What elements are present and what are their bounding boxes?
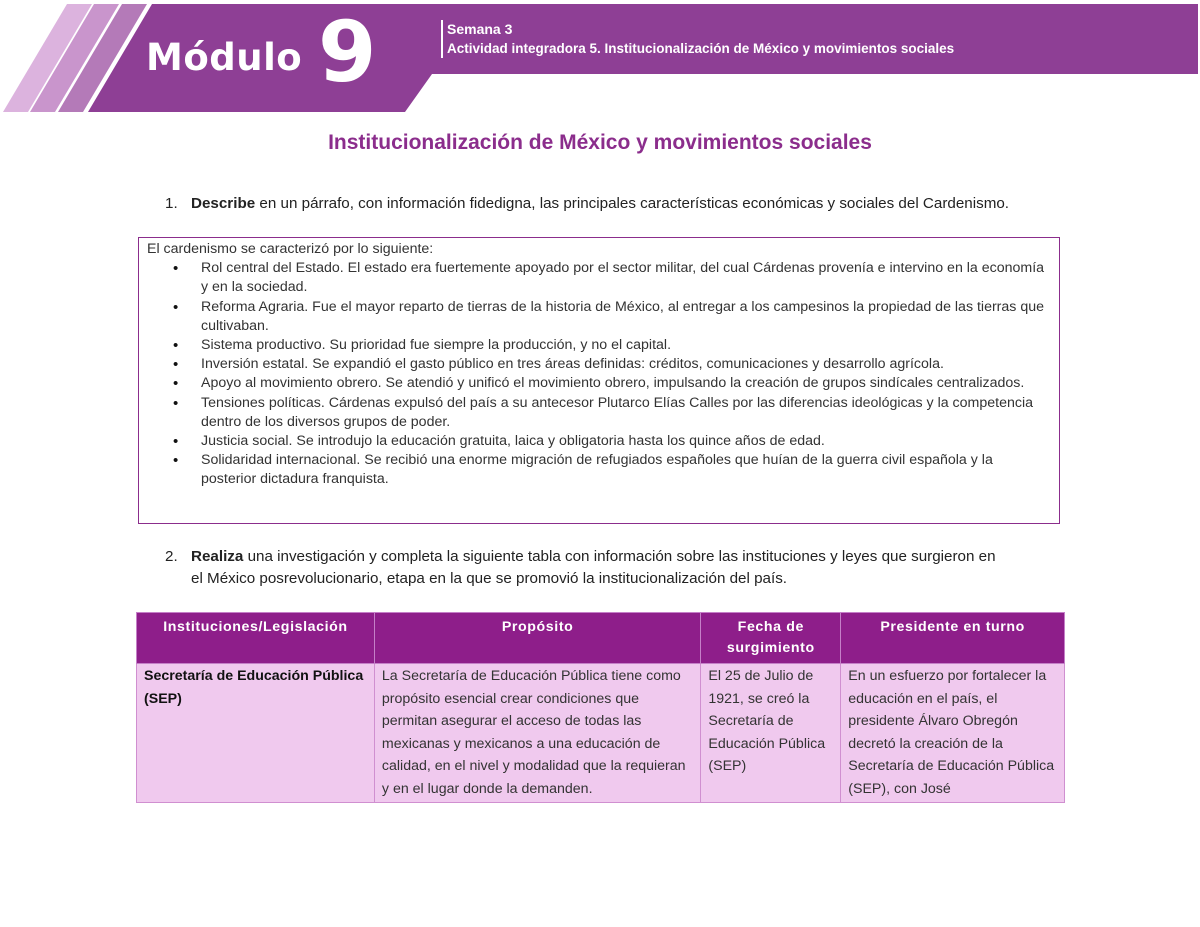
table-header-row <box>137 613 1065 664</box>
header-banner <box>0 0 1200 116</box>
module-number: 9 <box>318 3 377 101</box>
list-item: • Solidaridad internacional. Se recibió una enorme migración de refugiados españoles que huían de la guerra civil española y la posterior dictadura franquista. <box>201 451 1051 489</box>
cell-president: En un esfuerzo por fortalecer la educación en el país, el presidente Álvaro Obregón decretó la creación de la Secretaría de Educación Pública (SEP), con José <box>841 664 1065 803</box>
module-word: Módulo <box>146 36 303 79</box>
question-number: 2. <box>165 548 178 565</box>
cell-purpose: La Secretaría de Educación Pública tiene como propósito esencial crear condiciones que permitan asegurar el acceso de todas las mexicanas y mexicanos a una educación de calidad, en el nivel y modalidad que la requieran y en el lugar donde la demanden. <box>374 664 700 803</box>
cell-date: El 25 de Julio de 1921, se creó la Secretaría de Educación Pública (SEP) <box>701 664 841 803</box>
question-2 <box>165 546 1085 590</box>
column-header-date: Fecha de surgimiento <box>701 613 841 664</box>
header-info <box>441 20 954 58</box>
list-item: • Inversión estatal. Se expandió el gasto público en tres áreas definidas: créditos, comunicaciones y desarrollo agrícola. <box>201 355 1051 374</box>
column-header-president: Presidente en turno <box>841 613 1065 664</box>
list-item: • Rol central del Estado. El estado era fuertemente apoyado por el sector militar, del cual Cárdenas provenía e intervino en la economía y en la sociedad. <box>201 259 1051 297</box>
week-label: Semana 3 <box>447 21 513 37</box>
activity-label: Actividad integradora 5. Institucionalización de México y movimientos sociales <box>447 41 955 56</box>
question-1 <box>165 193 1009 215</box>
answer-intro: El cardenismo se caracterizó por lo siguiente: <box>147 241 434 257</box>
column-header-institutions: Instituciones/Legislación <box>137 613 375 664</box>
institutions-table <box>136 612 1065 803</box>
list-item: • Sistema productivo. Su prioridad fue siempre la producción, y no el capital. <box>201 336 1051 355</box>
question-text: una investigación y completa la siguiente tabla con información sobre las instituciones y leyes que surgieron en <box>243 548 996 565</box>
column-header-purpose: Propósito <box>374 613 700 664</box>
answer-list <box>147 259 1051 489</box>
table-row <box>137 664 1065 803</box>
list-item: • Justicia social. Se introdujo la educación gratuita, laica y obligatoria hasta los quince años de edad. <box>201 432 1051 451</box>
question-number: 1. <box>165 195 178 212</box>
question-text: en un párrafo, con información fidedigna, las principales características económicas y sociales del Cardenismo. <box>255 195 1010 212</box>
page-title: Institucionalización de México y movimientos sociales <box>328 131 872 154</box>
question-verb: Describe <box>191 195 256 212</box>
list-item: • Reforma Agraria. Fue el mayor reparto de tierras de la historia de México, al entregar a los campesinos la propiedad de las tierras que cultivaban. <box>201 298 1051 336</box>
answer-box <box>138 237 1060 524</box>
cell-institution: Secretaría de Educación Pública (SEP) <box>137 664 375 803</box>
list-item: • Tensiones políticas. Cárdenas expulsó del país a su antecesor Plutarco Elías Calles por las diferencias ideológicas y la competencia dentro de los diversos grupos de poder. <box>201 394 1051 432</box>
list-item: • Apoyo al movimiento obrero. Se atendió y unificó el movimiento obrero, impulsando la creación de grupos sindícales centralizados. <box>201 374 1051 393</box>
question-text-continued: el México posrevolucionario, etapa en la que se promovió la institucionalización del país. <box>191 570 788 587</box>
question-verb: Realiza <box>191 548 244 565</box>
